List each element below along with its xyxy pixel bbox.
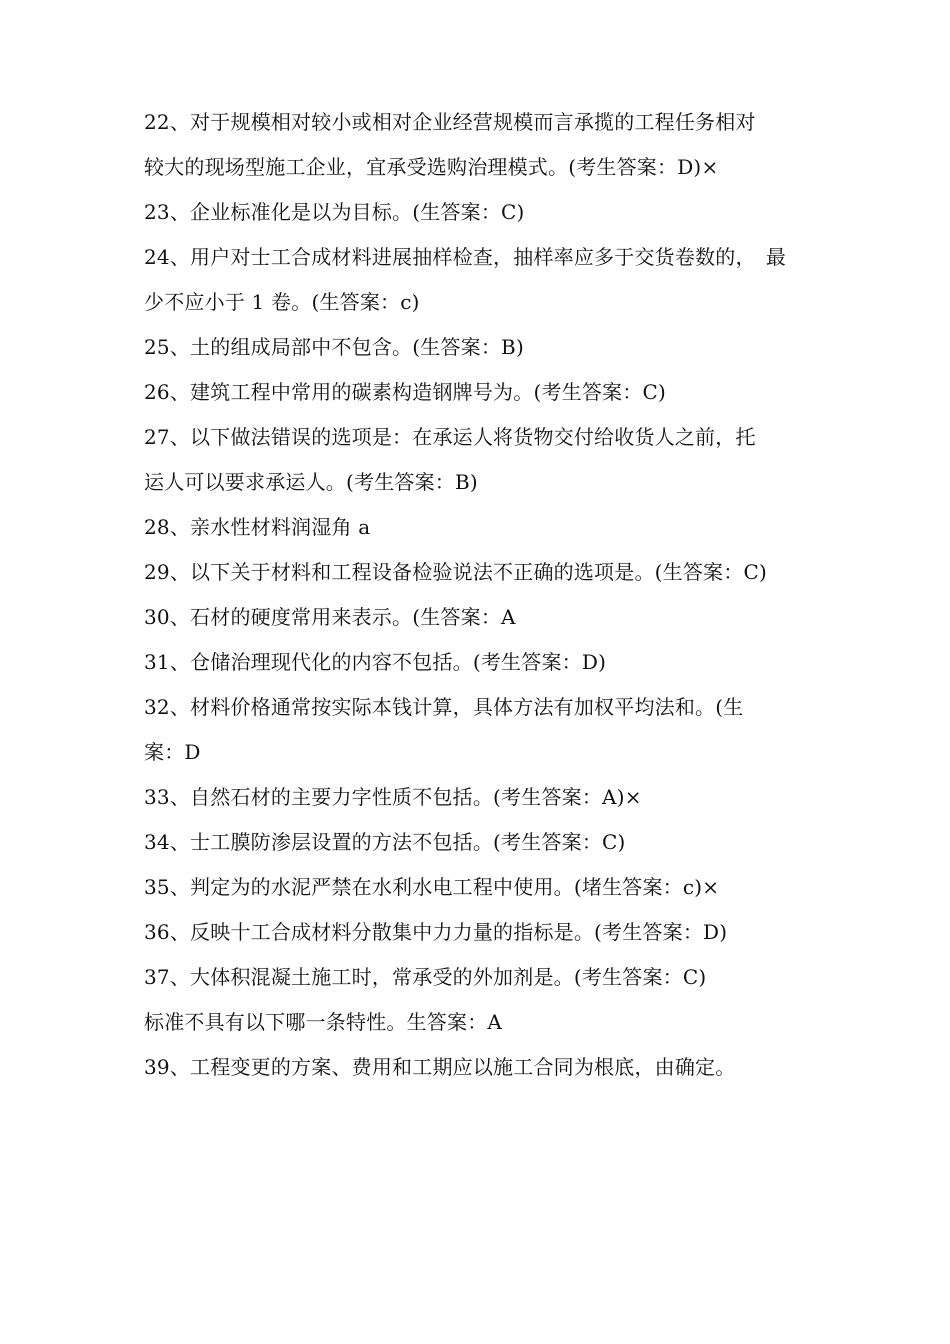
text-line: 22、对于规模相对较小或相对企业经营规模而言承揽的工程任务相对 [144, 110, 756, 134]
text-line: 35、判定为的水泥严禁在水利水电工程中使用。(堵生答案：c)× [144, 875, 720, 899]
text-line: 25、土的组成局部中不包含。(生答案：B) [144, 335, 524, 359]
text-line: 标准不具有以下哪一条特性。生答案：A [144, 1010, 503, 1034]
text-line: 36、反映十工合成材料分散集中力力量的指标是。(考生答案：D) [144, 920, 728, 944]
text-line: 26、建筑工程中常用的碳素构造钢牌号为。(考生答案：C) [144, 380, 666, 404]
text-line: 23、企业标准化是以为目标。(生答案：C) [144, 200, 525, 224]
text-line: 28、亲水性材料润湿角 a [144, 515, 371, 539]
text-line: 案：D [144, 740, 201, 764]
text-line: 37、大体积混凝土施工时，常承受的外加剂是。(考生答案：C) [144, 965, 707, 989]
question-list [144, 100, 834, 1090]
text-line: 30、石材的硬度常用来表示。(生答案：A [144, 605, 516, 629]
text-line: 少不应小于 1 卷。(生答案：c) [144, 290, 420, 314]
text-line: 31、仓储治理现代化的内容不包括。(考生答案：D) [144, 650, 607, 674]
text-line: 24、用户对士工合成材料进展抽样检查，抽样率应多于交货卷数的， 最 [144, 245, 787, 269]
text-line: 运人可以要求承运人。(考生答案：B) [144, 470, 478, 494]
text-line: 34、士工膜防渗层设置的方法不包括。(考生答案：C) [144, 830, 626, 854]
text-line: 较大的现场型施工企业，宜承受选购治理模式。(考生答案：D)× [144, 155, 719, 179]
text-line: 27、以下做法错误的选项是：在承运人将货物交付给收货人之前，托 [144, 425, 756, 449]
text-line: 33、自然石材的主要力字性质不包括。(考生答案：A)× [144, 785, 642, 809]
text-line: 39、工程变更的方案、费用和工期应以施工合同为根底，由确定。 [144, 1055, 736, 1079]
text-line: 32、材料价格通常按实际本钱计算，具体方法有加权平均法和。(生 [144, 695, 744, 719]
text-line: 29、以下关于材料和工程设备检验说法不正确的选项是。(生答案：C) [144, 560, 767, 584]
